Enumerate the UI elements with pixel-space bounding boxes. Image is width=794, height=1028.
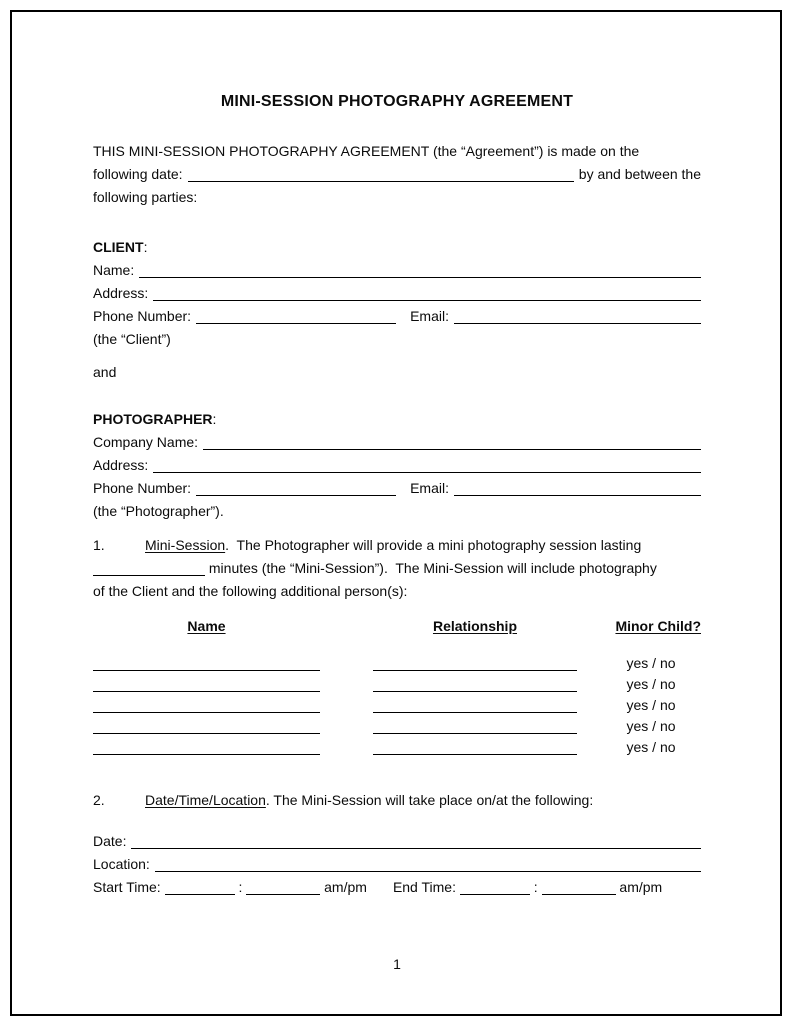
additional-persons-table <box>93 615 701 757</box>
location-blank <box>155 871 701 872</box>
section1-heading-line <box>93 534 701 557</box>
agreement-content <box>93 92 701 899</box>
section2-heading-line <box>93 789 701 812</box>
photographer-address-row <box>93 454 701 477</box>
photographer-heading: PHOTOGRAPHER <box>93 411 213 427</box>
section1-number: 1. <box>93 537 105 553</box>
agreement-date-blank <box>188 181 574 182</box>
header-name: Name <box>187 618 226 634</box>
date-row <box>93 830 701 853</box>
section-2-date-time-location <box>93 789 701 812</box>
end-time-label: End Time: <box>392 879 456 895</box>
client-phone-label: Phone Number: <box>93 308 192 324</box>
table-row <box>93 673 701 694</box>
end-minute-blank <box>542 891 616 895</box>
client-heading: CLIENT <box>93 239 144 255</box>
table-row <box>93 715 701 736</box>
photographer-company-row <box>93 431 701 454</box>
date-label: Date: <box>93 833 127 849</box>
schedule-block <box>93 830 701 899</box>
start-time-colon: : <box>238 879 243 895</box>
client-address-row <box>93 282 701 305</box>
section1-line-3: of the Client and the following additional person(s): <box>93 583 408 599</box>
relationship-blank <box>373 670 577 671</box>
name-blank <box>93 691 320 692</box>
relationship-blank <box>373 754 577 755</box>
minutes-blank <box>93 572 205 576</box>
section1-line-2-text: minutes (the “Mini-Session”). The Mini-Session will include photography <box>208 560 657 576</box>
document-title: MINI-SESSION PHOTOGRAPHY AGREEMENT <box>220 93 574 110</box>
header-minor-child: Minor Child? <box>615 618 701 634</box>
client-address-label: Address: <box>93 285 149 301</box>
intro-paragraph <box>93 140 701 209</box>
relationship-blank <box>373 733 577 734</box>
section2-line-text: . The Mini-Session will take place on/at the following: <box>265 792 594 808</box>
client-address-blank <box>153 300 701 301</box>
end-hour-blank <box>460 891 530 895</box>
minor-child-choice: yes / no <box>626 739 676 755</box>
intro-line-2-end: by and between the <box>578 166 701 182</box>
section2-number: 2. <box>93 792 105 808</box>
relationship-blank <box>373 691 577 692</box>
minor-child-choice: yes / no <box>626 676 676 692</box>
photographer-parenthetical: (the “Photographer”). <box>93 503 224 519</box>
name-blank <box>93 670 320 671</box>
end-ampm-label: am/pm <box>619 879 663 895</box>
client-email-blank <box>454 323 701 324</box>
minor-child-choice: yes / no <box>626 655 676 671</box>
photographer-address-blank <box>153 472 701 473</box>
end-time-colon: : <box>533 879 538 895</box>
agreement-date-label: following date: <box>93 166 183 182</box>
date-blank <box>131 848 701 849</box>
minor-child-choice: yes / no <box>626 718 676 734</box>
client-heading-line <box>93 236 701 259</box>
photographer-company-label: Company Name: <box>93 434 199 450</box>
section1-heading: Mini-Session <box>145 537 226 553</box>
start-time-label: Start Time: <box>93 879 161 895</box>
photographer-company-blank <box>203 449 701 450</box>
table-rows <box>93 652 701 757</box>
photographer-phone-label: Phone Number: <box>93 480 192 496</box>
table-row <box>93 694 701 715</box>
location-label: Location: <box>93 856 150 872</box>
page-number: 1 <box>393 956 401 972</box>
photographer-email-blank <box>454 495 701 496</box>
photographer-address-label: Address: <box>93 457 149 473</box>
client-parenthetical: (the “Client”) <box>93 331 171 347</box>
header-relationship: Relationship <box>432 618 517 634</box>
start-ampm-label: am/pm <box>324 879 367 895</box>
intro-line-3: following parties: <box>93 189 198 205</box>
client-phone-blank <box>196 323 396 324</box>
relationship-blank <box>373 712 577 713</box>
intro-line-2 <box>93 163 701 186</box>
start-hour-blank <box>165 891 235 895</box>
table-row <box>93 736 701 757</box>
client-section <box>93 236 701 351</box>
minor-child-choice: yes / no <box>626 697 676 713</box>
photographer-email-label: Email: <box>410 480 449 496</box>
photographer-section <box>93 408 701 523</box>
photographer-phone-email-row <box>93 477 701 500</box>
section1-line-2 <box>93 557 701 580</box>
table-header-row <box>93 615 701 638</box>
photographer-heading-line <box>93 408 701 431</box>
client-phone-email-row <box>93 305 701 328</box>
time-row <box>93 876 701 899</box>
client-name-row <box>93 259 701 282</box>
client-heading-colon: : <box>143 239 148 255</box>
client-name-blank <box>139 277 701 278</box>
name-blank <box>93 712 320 713</box>
location-row <box>93 853 701 876</box>
section2-heading: Date/Time/Location <box>145 792 266 808</box>
client-name-label: Name: <box>93 262 135 278</box>
section-1-mini-session <box>93 534 701 603</box>
photographer-heading-colon: : <box>212 411 217 427</box>
photographer-phone-blank <box>196 495 396 496</box>
start-minute-blank <box>246 891 320 895</box>
intro-line-1: THIS MINI-SESSION PHOTOGRAPHY AGREEMENT (the “Agreement”) is made on the <box>93 143 640 159</box>
table-row <box>93 652 701 673</box>
section1-line-1-text: . The Photographer will provide a mini photography session lasting <box>225 537 642 553</box>
name-blank <box>93 733 320 734</box>
client-email-label: Email: <box>410 308 449 324</box>
connector-and: and <box>93 364 117 380</box>
name-blank <box>93 754 320 755</box>
